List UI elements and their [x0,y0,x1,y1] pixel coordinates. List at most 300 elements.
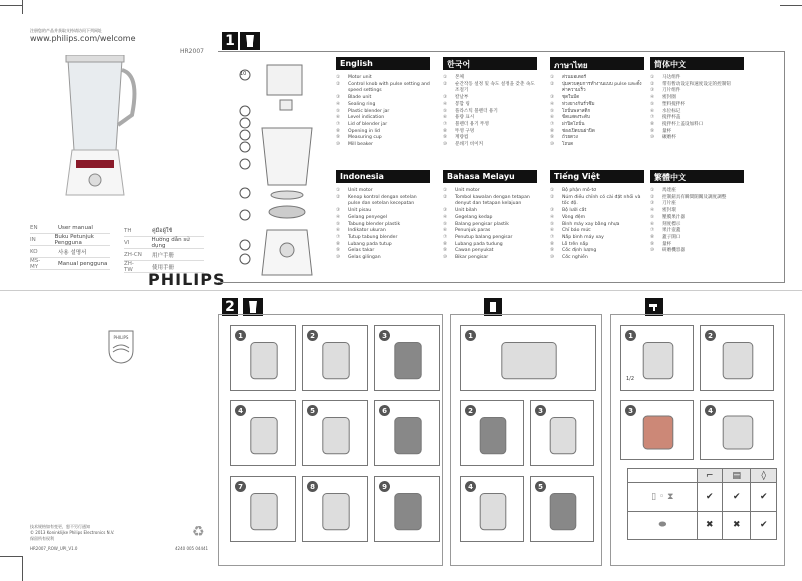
part-label: 研磨機容器 [662,248,685,254]
column-heading: English [336,57,430,70]
step-panel [700,325,774,391]
part-item [550,122,644,129]
part-item [443,188,537,195]
part-item [550,102,644,109]
part-number-marker: ② [650,194,655,200]
part-label: Tombol kawalan dengan tetapan denyut dan tetapan kelajuan [455,194,530,207]
part-number-marker: ② [650,81,655,87]
part-label: Gelang penyegel [348,214,387,220]
part-number-marker: ⑥ [336,228,341,234]
step-number: 3 [535,405,546,416]
recycle-icon: ♻ [192,524,205,540]
part-label: โถบด [562,142,574,148]
language-row: KO 사용 설명서 [30,246,110,258]
language-row: EN User manual [30,222,110,234]
part-label: Bình máy xay bằng nhựa [562,221,620,227]
part-label: Sealing ring [348,101,376,107]
part-label: Bộ lưỡi cắt [562,208,587,214]
part-label: Opening in lid [348,128,380,134]
part-label: Gelas gilingan [348,255,381,261]
part-number-marker: ① [443,188,448,193]
step-number: 2 [307,330,318,341]
part-label: 뚜껑 구멍 [455,128,475,134]
check-mark: ✔ [723,483,751,512]
footer-spec-note: 技术规格如有变更，恕不另行通知 [30,524,90,529]
part-label: 馬達座 [662,188,676,193]
part-number-marker: ⑨ [650,128,655,134]
part-number-marker: ⑧ [443,241,448,247]
part-label: ขีดแสดงระดับ [562,115,590,121]
part-item [443,255,537,262]
crop-mark [0,5,22,6]
step-number: 4 [705,405,716,416]
step-number: 4 [235,405,246,416]
lang-column-korean [443,57,537,149]
part-item [550,142,644,149]
part-label: 壓膜果汁器 [662,214,685,220]
part-number-marker: ⑤ [550,221,555,227]
jar-and-accessories-image: ▯ ◦ ⧗ [628,483,698,512]
part-label: 量杯 [662,128,672,134]
step-number: 1 [465,330,476,341]
part-label: Mill beaker [348,142,374,148]
part-label: Vòng đệm [562,214,586,220]
part-number-marker: ⑥ [550,228,555,234]
part-number-marker: ⑤ [443,221,448,227]
part-number-marker: ③ [443,208,448,214]
part-number-marker: ⑨ [336,248,341,254]
part-label: Kenop kontrol dengan setelan pulse dan setelan kecepatan [348,194,417,207]
callout-10: 10 [240,71,247,77]
part-number-marker: ⑤ [443,108,448,114]
part-item [650,102,744,109]
part-item [650,215,744,222]
part-number-marker: ⑦ [650,228,655,234]
register-note: 注册您的产品并获取支持请访问下列网址 [30,28,102,33]
part-label: 刻度標示 [662,221,681,227]
language-row: TH คู่มือผู้ใช้ [124,225,204,237]
crop-mark [780,5,802,6]
part-item [443,95,537,102]
part-number-marker: ⑦ [550,121,555,127]
part-label: Cốc định lượng [562,248,597,254]
part-number-marker: ⑥ [550,115,555,121]
column-heading: Indonesia [336,170,430,183]
website-url[interactable]: www.philips.com/welcome [30,34,136,43]
part-label: Lubang pada tudung [455,241,503,247]
part-label: ปุ่มควบคุมการทำงานแบบ pulse และตั้งค่าความเร็ว [562,81,642,94]
part-number-marker: ⑩ [443,255,448,261]
step-number: 7 [235,481,246,492]
column-heading: Bahasa Melayu [443,170,537,183]
part-number-marker: ⑨ [336,135,341,141]
part-label: Balang pengisar plastik [455,221,509,227]
part-label: Lỗ trên nắp [562,241,589,247]
part-number-marker: ⑧ [650,234,655,240]
part-label: 순간작동 설정 및 속도 설정을 갖춘 속도 조절기 [455,81,535,94]
lang-column-simplified-chinese [650,57,744,142]
step-panel [302,325,368,391]
part-number-marker: ③ [336,95,341,101]
part-number-marker: ⑩ [650,135,655,141]
step-panel [302,476,368,542]
part-number-marker: ① [650,75,655,80]
part-number-marker: ① [336,75,341,80]
part-item [443,75,537,82]
part-label: Bộ phận mô-tơ [562,188,597,193]
part-item [650,188,744,195]
step-panel [460,325,596,391]
part-label: Cốc nghiền [562,255,588,261]
cloth-icon: ◊ [751,469,777,483]
part-number-marker: ⑧ [550,128,555,134]
part-label: 马达组件 [662,75,681,80]
part-number-marker: ⑨ [443,135,448,141]
part-label: ฝาปิดโถปั่น [562,121,585,127]
part-label: Gegelang kedap [455,214,493,220]
part-label: โถปั่นพลาสติก [562,108,591,114]
part-number-marker: ④ [336,101,341,107]
part-label: 塑料搅拌杯 [662,101,685,107]
part-label: 칼날부 [455,95,469,101]
part-item [336,115,430,122]
part-label: 控制鈕具有瞬間開關及調度調整 [662,194,727,200]
section-2-number: 2 [222,298,238,316]
lang-column-malay [443,170,537,262]
part-number-marker: ⑧ [650,121,655,127]
crop-mark [22,0,23,14]
fold-line [0,290,802,291]
part-number-marker: ⑩ [336,255,341,261]
part-number-marker: ② [336,194,341,200]
part-label: 刀片组件 [662,88,681,94]
part-item [336,82,430,95]
part-item [336,188,430,195]
part-item [550,82,644,95]
part-number-marker: ⑦ [443,234,448,240]
part-label: Measuring cup [348,135,382,141]
check-mark: ✔ [751,511,777,540]
part-item [336,142,430,149]
part-number-marker: ⑨ [550,248,555,254]
lang-column-indonesian [336,170,430,262]
part-label: Motor unit [348,75,372,80]
part-item [443,115,537,122]
step-number: 5 [307,405,318,416]
part-number-marker: ① [443,75,448,80]
part-item [336,195,430,208]
part-label: Control knob with pulse setting and speed settings [348,81,430,94]
part-label: Unit motor [348,188,373,193]
part-number-marker: ⑧ [336,128,341,134]
part-number-marker: ② [443,81,448,87]
step-number: 5 [535,481,546,492]
part-label: Gelas takar [348,248,375,254]
part-number-marker: ⑦ [336,121,341,127]
part-number-marker: ⑧ [443,128,448,134]
part-number-marker: ⑤ [650,101,655,107]
column-heading: Tiếng Việt [550,170,644,183]
step-number: 1 [625,330,636,341]
part-label: 搅拌杯盖 [662,115,681,121]
step-number: 6 [379,405,390,416]
language-list-left [30,222,110,270]
part-number-marker: ⑩ [550,255,555,261]
part-label: 密封圈 [662,95,676,101]
part-number-marker: ② [443,194,448,200]
half-fill-label: 1/2 [626,376,635,382]
part-label: 量杯 [662,241,672,247]
part-number-marker: ⑤ [336,221,341,227]
part-number-marker: ⑦ [650,115,655,121]
part-item [336,215,430,222]
step-panel [230,325,296,391]
step-panel [530,400,594,466]
part-item [443,102,537,109]
tap-icon: ⌐ [697,469,723,483]
part-label: ช่องเปิดบนฝาปิด [562,128,595,134]
blender-product-image [60,55,150,205]
part-number-marker: ③ [550,95,555,101]
footer-rights: 保留所有权利 [30,536,54,541]
part-number-marker: ③ [550,208,555,214]
motor-unit-image: ⬬ [628,511,698,540]
part-number-marker: ① [650,188,655,193]
part-number-marker: ⑩ [550,142,555,148]
part-item [650,95,744,102]
step-panel [460,400,524,466]
part-item [336,75,430,82]
step-number: 4 [465,481,476,492]
part-label: Unit pisau [348,208,372,214]
cleaning-table [627,468,777,540]
part-item [650,115,744,122]
part-item [443,82,537,95]
part-number-marker: ⑤ [650,214,655,220]
part-label: 刀片座 [662,201,676,207]
part-number-marker: ⑤ [336,108,341,114]
philips-wordmark: PHILIPS [148,270,226,289]
column-heading: 繁體中文 [650,170,744,183]
part-number-marker: ③ [336,208,341,214]
part-label: Indikator ukuran [348,228,386,234]
step-panel [374,400,440,466]
part-item [550,208,644,215]
step-panel [460,476,524,542]
lang-column-vietnamese [550,170,644,262]
footer-doc-code: HR2007_ROW_UPI_V1.0 [30,546,78,551]
part-number-marker: ⑦ [336,234,341,240]
part-item [443,122,537,129]
part-item [336,122,430,129]
part-number-marker: ⑧ [550,241,555,247]
part-number-marker: ⑥ [336,115,341,121]
part-item [550,115,644,122]
step-panel [374,325,440,391]
part-number-marker: ① [550,75,555,80]
part-label: Bikar pengisar [455,255,489,261]
part-label: Nắp bình máy xay [562,234,604,240]
part-item [443,208,537,215]
part-label: Level indication [348,115,385,121]
part-item [443,142,537,149]
part-label: Unit bilah [455,208,478,214]
step-number: 9 [379,481,390,492]
part-label: 봉합 링 [455,101,470,107]
part-item [443,195,537,208]
part-item [336,228,430,235]
part-item [550,228,644,235]
part-number-marker: ⑥ [443,228,448,234]
language-list-right [124,225,204,273]
part-item [650,208,744,215]
column-heading: ภาษาไทย [550,57,644,70]
dishwasher-icon: ▤ [723,469,751,483]
part-item [443,228,537,235]
part-number-marker: ② [550,81,555,87]
lang-column-traditional-chinese [650,170,744,255]
part-label: 본체 [455,75,464,80]
svg-text:PHILIPS: PHILIPS [113,335,129,340]
part-label: Unit motor [455,188,480,193]
part-label: ชุดใบมีด [562,95,580,101]
step-panel [620,400,694,460]
part-number-marker: ③ [650,88,655,94]
part-number-marker: ⑥ [443,115,448,121]
part-label: ส่วนมอเตอร์ [562,75,587,80]
part-number-marker: ⑤ [550,108,555,114]
lang-column-thai [550,57,644,149]
part-number-marker: ⑨ [550,135,555,141]
part-label: 용량 표시 [455,115,475,121]
part-number-marker: ⑦ [443,121,448,127]
blender-icon [240,32,260,50]
part-item [650,248,744,255]
part-item [550,188,644,195]
part-label: Tutup tabung blender [348,234,398,240]
part-item [336,255,430,262]
part-number-marker: ③ [443,95,448,101]
step-panel [700,400,774,460]
part-label: 果汁壺蓋 [662,228,681,234]
lang-column-english [336,57,430,149]
part-item [650,235,744,242]
part-item [336,95,430,102]
part-label: 플라스틱 블렌더 용기 [455,108,498,114]
part-number-marker: ② [336,81,341,87]
step-number: 2 [705,330,716,341]
part-number-marker: ③ [650,201,655,207]
check-mark: ✔ [751,483,777,512]
step-illustration [461,326,595,390]
part-label: 搅拌杯上盖设加料口 [662,121,704,127]
philips-shield-logo [108,330,134,364]
column-heading: 简体中文 [650,57,744,70]
part-label: 碾磨杯 [662,135,676,141]
part-item [336,102,430,109]
language-row: ZH-TW 使用手冊 [124,261,204,273]
part-item [650,75,744,82]
part-number-marker: ⑩ [650,248,655,254]
part-number-marker: ④ [550,214,555,220]
part-label: 密封環 [662,208,676,214]
step-panel [302,400,368,466]
step-panel [530,476,594,542]
part-label: 계량컵 [455,135,469,141]
part-number-marker: ④ [443,101,448,107]
step-number: 1 [235,330,246,341]
part-label: ถ้วยตวง [562,135,578,141]
language-row: IN Buku Petunjuk Pengguna [30,234,110,246]
model-number: HR2007 [180,48,204,55]
section-1-number: 1 [222,32,238,50]
check-mark: ✔ [697,483,723,512]
part-label: 水位标记 [662,108,681,114]
part-item [550,235,644,242]
part-number-marker: ⑥ [650,108,655,114]
language-row: ZH-CN 用户手册 [124,249,204,261]
part-label: Tabung blender plastik [348,221,401,227]
crop-mark [0,556,22,557]
cross-mark: ✖ [697,511,723,540]
part-label: 분쇄기 비이커 [455,142,484,148]
part-item [443,215,537,222]
part-number-marker: ④ [550,101,555,107]
part-number-marker: ① [550,188,555,193]
part-number-marker: ⑨ [650,241,655,247]
part-number-marker: ⑩ [336,142,341,148]
language-row: MS-MY Manual pengguna [30,258,110,270]
part-number-marker: ⑥ [650,221,655,227]
part-number-marker: ④ [650,208,655,214]
part-number-marker: ④ [650,95,655,101]
part-item [550,75,644,82]
step-number: 3 [625,405,636,416]
footer-part-number: 4240 005 04441 [175,546,209,551]
part-number-marker: ① [336,188,341,193]
part-label: Chỉ báo mức [562,228,591,234]
part-number-marker: ⑧ [336,241,341,247]
part-label: Plastic blender jar [348,108,390,114]
part-label: 带有暂动设定和速度设定的控制钮 [662,81,731,87]
part-item [550,195,644,208]
part-label: 蓋子開口 [662,234,681,240]
step-number: 3 [379,330,390,341]
part-number-marker: ④ [443,214,448,220]
part-label: 블렌더 용기 뚜껑 [455,121,489,127]
part-label: Lid of blender jar [348,121,388,127]
part-item [650,228,744,235]
crop-mark [22,556,23,581]
part-number-marker: ⑦ [550,234,555,240]
part-item [550,255,644,262]
exploded-parts-diagram [232,60,322,280]
part-item [550,95,644,102]
part-label: Cawan penyukat [455,248,494,254]
step-number: 8 [307,481,318,492]
part-label: Lubang pada tutup [348,241,392,247]
step-panel [230,476,296,542]
part-number-marker: ⑩ [443,142,448,148]
step-panel [374,476,440,542]
step-panel [230,400,296,466]
step-number: 2 [465,405,476,416]
part-label: Núm điều chỉnh có cài đặt nhồi và tốc độ. [562,194,641,207]
part-item [650,135,744,142]
cross-mark: ✖ [723,511,751,540]
part-label: Blade unit [348,95,372,101]
part-number-marker: ② [550,194,555,200]
